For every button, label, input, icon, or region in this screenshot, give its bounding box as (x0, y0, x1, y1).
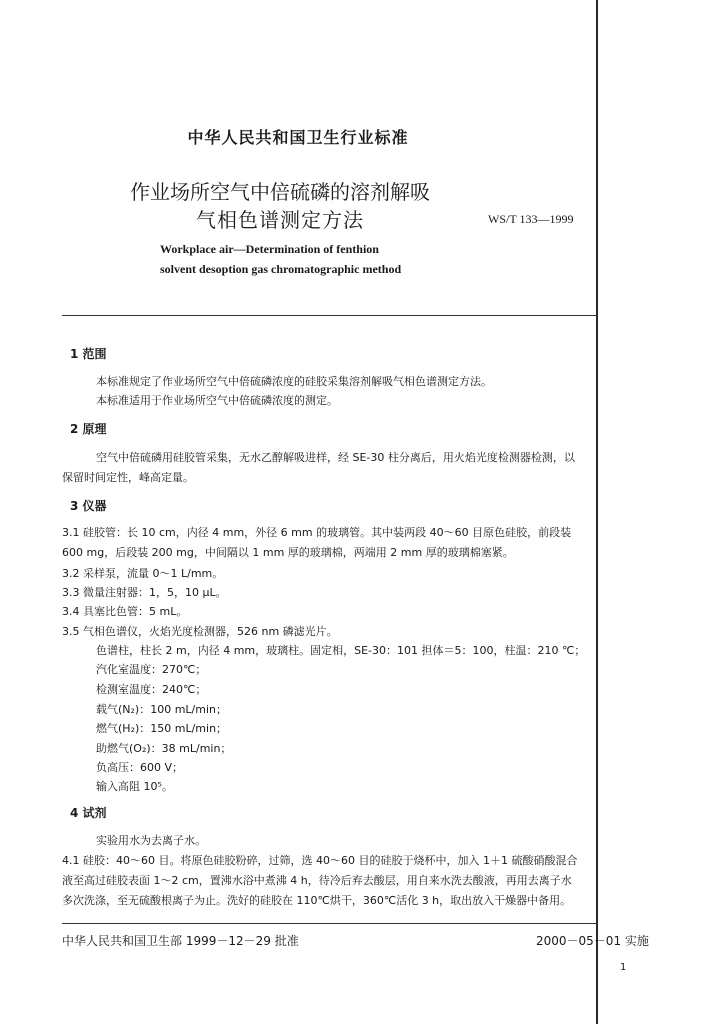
section-2-heading: 2 原理 (70, 422, 107, 436)
section-4-para-1: 实验用水为去离子水。 (96, 834, 206, 847)
org-standard-heading: 中华人民共和国卫生行业标准 (187, 128, 409, 147)
margin-line (596, 0, 598, 1024)
standard-number: WS/T 133—1999 (488, 212, 574, 226)
section-3-5: 3.5 气相色谱仪，火焰光度检测器，526 nm 磷滤光片。 (62, 625, 338, 638)
section-3-5-line-1: 色谱柱，柱长 2 m，内径 4 mm，玻璃柱。固定相，SE-30：101 担体＝5：100，柱温：210 ℃； (96, 644, 586, 657)
english-title-line-1: Workplace air—Determination of fenthion (160, 242, 379, 256)
section-3-1-line-a: 3.1 硅胶管：长 10 cm，内径 4 mm，外径 6 mm 的玻璃管。其中装两段 40～60 目原色硅胶，前段装 (62, 526, 572, 539)
implementation-date: 2000－05－01 实施 (536, 934, 649, 948)
page-number: 1 (620, 962, 627, 973)
title-line-1: 作业场所空气中倍硫磷的溶剂解吸 (130, 180, 430, 204)
section-3-5-line-5: 燃气(H₂)：150 mL/min； (96, 722, 228, 735)
section-4-1-line-b: 液至高过硅胶表面 1～2 cm，置沸水浴中煮沸 4 h，待冷后弃去酸层，用自来水洗去酸液，再用去离子水 (62, 874, 572, 887)
english-title-line-2: solvent desoption gas chromatographic method (160, 262, 402, 276)
section-4-heading: 4 试剂 (70, 806, 107, 820)
section-3-5-line-8: 输入高阻 10⁵。 (96, 780, 173, 793)
section-3-3: 3.3 微量注射器：1，5，10 μL。 (62, 586, 227, 599)
section-3-5-line-2: 汽化室温度：270℃； (96, 663, 207, 676)
section-3-5-line-7: 负高压：600 V； (96, 761, 184, 774)
section-1-heading: 1 范围 (70, 347, 107, 361)
header-divider (62, 315, 596, 316)
section-2-para-1a: 空气中倍硫磷用硅胶管采集，无水乙醇解吸进样，经 SE-30 柱分离后，用火焰光度检测器检测，以 (96, 451, 575, 464)
section-3-heading: 3 仪器 (70, 499, 107, 513)
section-3-5-line-3: 检测室温度：240℃； (96, 683, 207, 696)
section-3-4: 3.4 具塞比色管：5 mL。 (62, 605, 188, 618)
section-4-1-line-c: 多次洗涤，至无硫酸根离子为止。洗好的硅胶在 110℃烘干，360℃活化 3 h，取出放入干燥器中备用。 (62, 894, 572, 907)
approval-line: 中华人民共和国卫生部 1999－12－29 批准 (62, 934, 299, 948)
title-line-2: 气相色谱测定方法 (196, 208, 364, 232)
section-4-1-line-a: 4.1 硅胶：40～60 目。将原色硅胶粉碎，过筛，选 40～60 目的硅胶于烧杯中，加入 1＋1 硫酸硝酸混合 (62, 854, 578, 867)
section-2-para-1b: 保留时间定性，峰高定量。 (62, 471, 194, 484)
footer-divider (62, 923, 596, 924)
section-3-2: 3.2 采样泵，流量 0～1 L/mm。 (62, 567, 224, 580)
section-1-para-1: 本标准规定了作业场所空气中倍硫磷浓度的硅胶采集溶剂解吸气相色谱测定方法。 (96, 375, 492, 388)
section-1-para-2: 本标准适用于作业场所空气中倍硫磷浓度的测定。 (96, 394, 338, 407)
section-3-5-line-6: 助燃气(O₂)：38 mL/min； (96, 742, 232, 755)
section-3-1-line-b: 600 mg，后段装 200 mg，中间隔以 1 mm 厚的玻璃棉，两端用 2 mm 厚的玻璃棉塞紧。 (62, 546, 514, 559)
section-3-5-line-4: 载气(N₂)：100 mL/min； (96, 703, 228, 716)
